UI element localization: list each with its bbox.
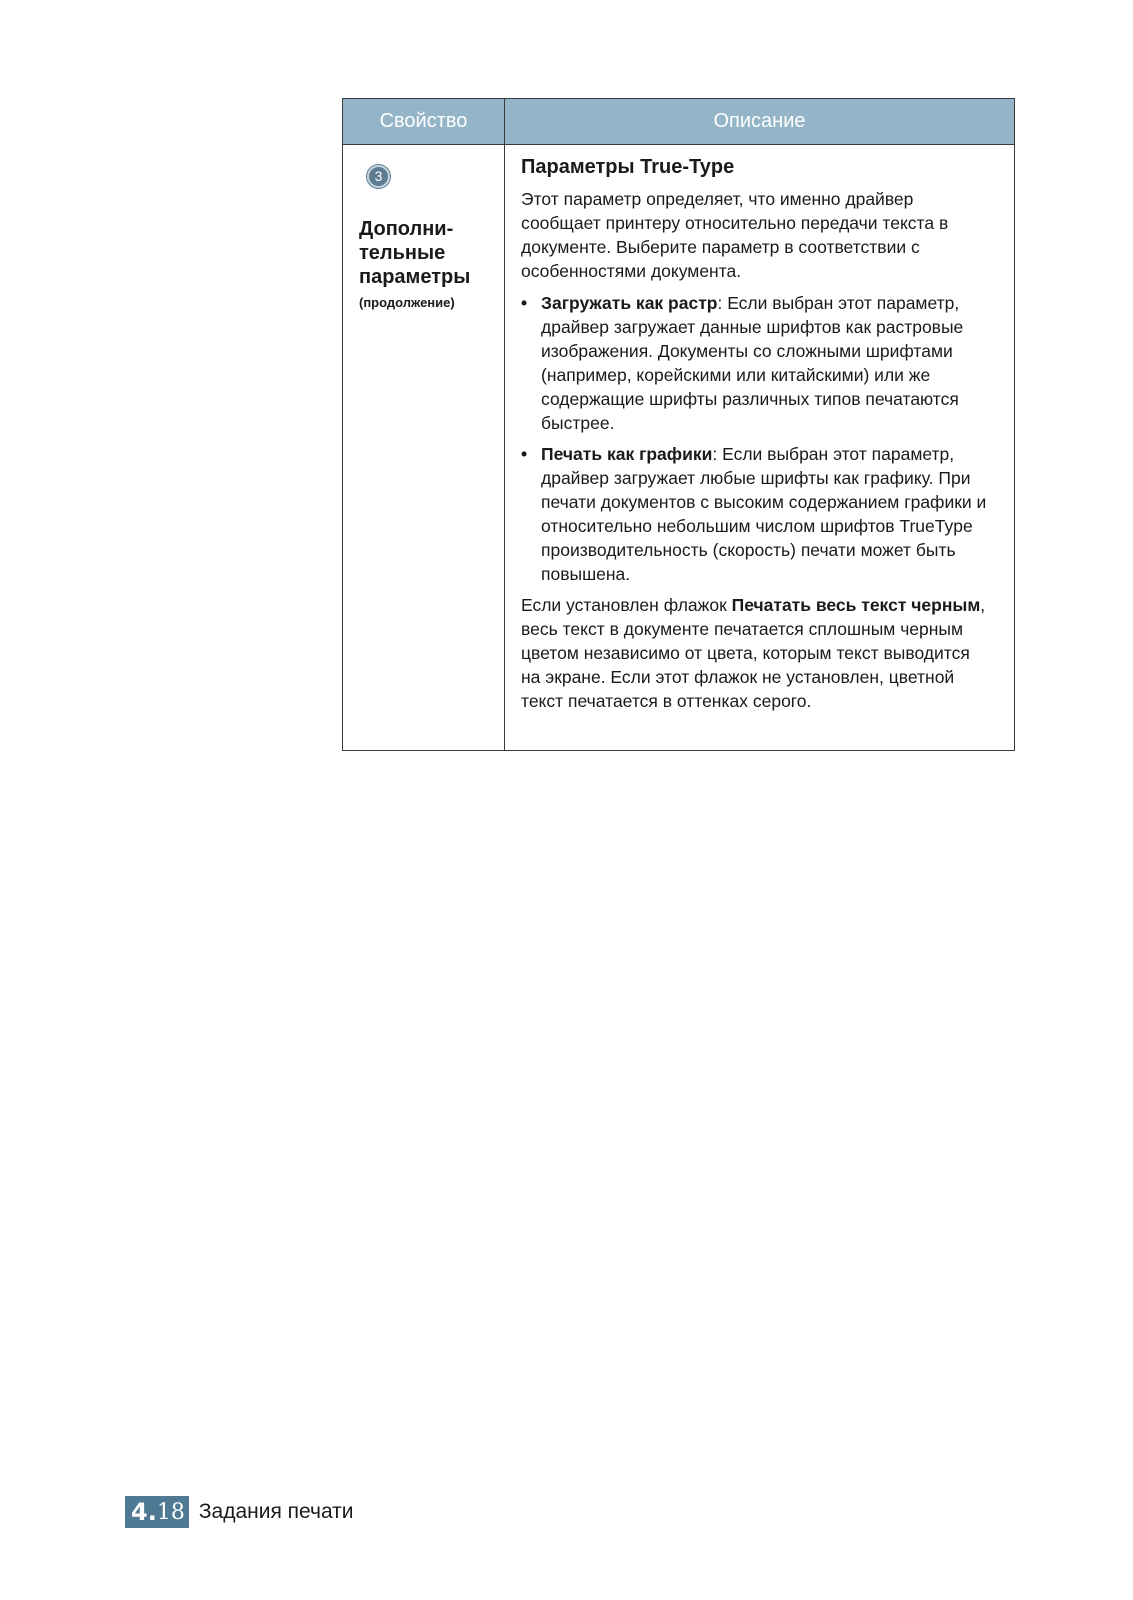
bullet-term: Загружать как растр <box>541 293 718 313</box>
bullet-icon: • <box>521 293 528 313</box>
bullet-icon: • <box>521 444 528 464</box>
table-row <box>343 145 1014 750</box>
footer-title: Задания печати <box>198 1500 354 1523</box>
closing-term: Печатать весь текст черным <box>731 595 981 615</box>
description-content <box>521 155 991 721</box>
header-property: Свойство <box>343 99 505 144</box>
description-closing <box>521 593 991 713</box>
bullet-text: : Если выбран этот параметр, драйвер загружает данные шрифтов как растровые изображения. Документы со сложными шрифтами (например, корейскими или китайскими) или же содержащие шрифты различных типов печатаются быстрее. <box>541 293 964 433</box>
header-description: Описание <box>713 110 806 132</box>
bullet-term: Печать как графики <box>541 444 713 464</box>
bullet-item <box>521 291 991 435</box>
closing-after: , весь текст в документе печатается сплошным черным цветом независимо от цвета, которым текст выводится на экране. Если этот флажок не установлен, цветной текст печатается в оттенках серого. <box>521 595 986 711</box>
table-header-row <box>343 99 1014 145</box>
property-title-line: тельные <box>359 242 446 264</box>
page-footer <box>125 1496 354 1528</box>
number-circle-icon: 3 <box>367 165 390 188</box>
property-title <box>359 217 499 289</box>
page-number-box <box>125 1496 189 1528</box>
property-title-line: параметры <box>359 266 471 288</box>
description-cell <box>505 145 1014 750</box>
bullet-text: : Если выбран этот параметр, драйвер загружает любые шрифты как графику. При печати документов с высоким содержанием графики и относительно небольшим числом шрифтов TrueType производительность (скорость) печати может быть повышена. <box>541 444 987 584</box>
properties-table <box>342 98 1015 751</box>
property-subtitle: (продолжение) <box>359 295 455 310</box>
description-intro: Этот параметр определяет, что именно драйвер сообщает принтеру относительно передачи текста в документе. Выберите параметр в соответствии с особенностями документа. <box>521 189 949 281</box>
chapter-number: 4. <box>131 1498 157 1526</box>
property-cell <box>343 145 505 750</box>
property-title-line: Дополни- <box>359 218 454 240</box>
closing-before: Если установлен флажок <box>521 595 732 615</box>
description-heading: Параметры True-Type <box>521 156 735 178</box>
page-number: 18 <box>156 1499 185 1525</box>
bullet-item <box>521 442 991 586</box>
